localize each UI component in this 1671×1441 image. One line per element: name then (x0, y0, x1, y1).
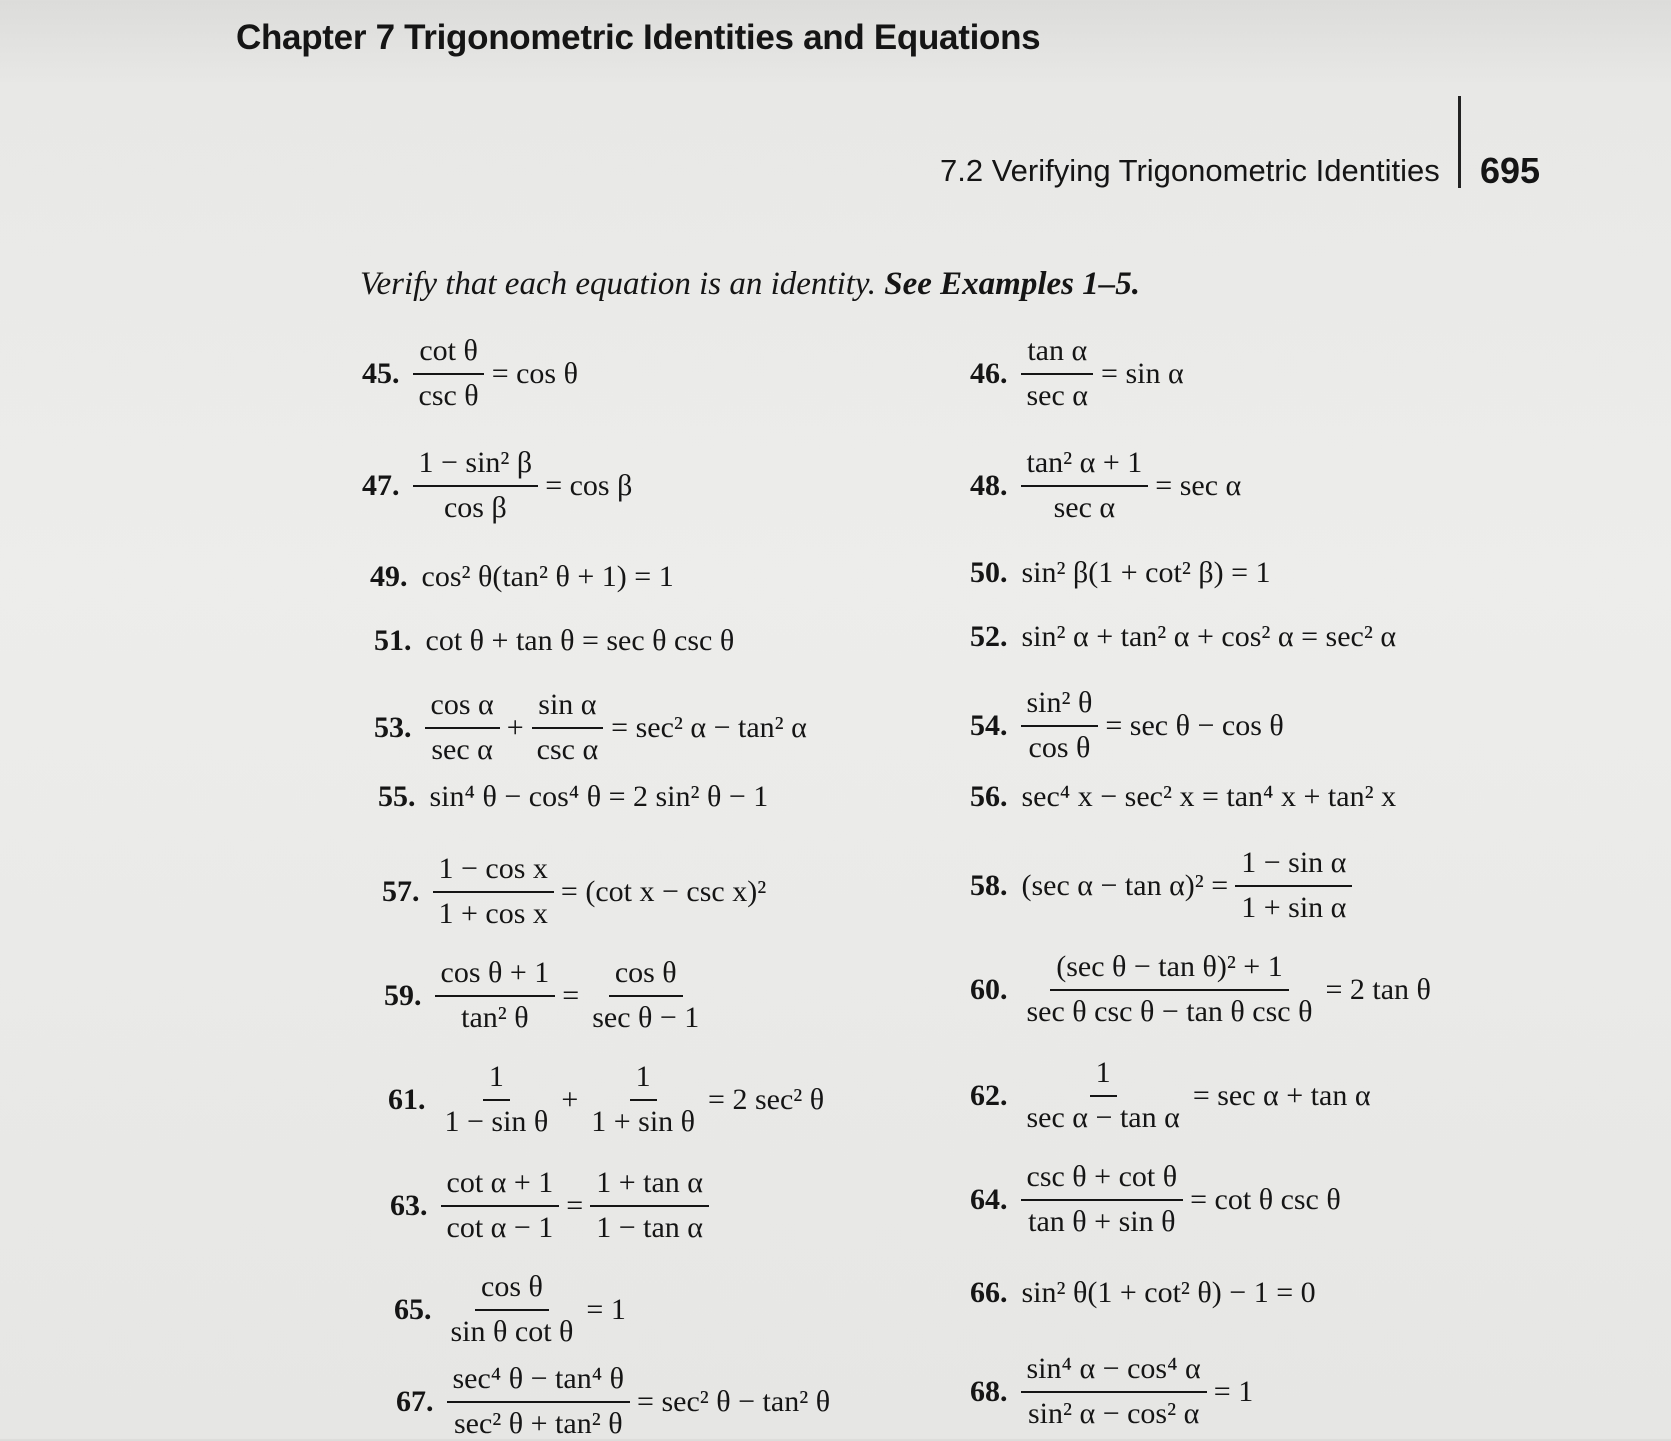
right-side: = 1 (582, 1293, 629, 1327)
numerator: 1 − sin² β (413, 446, 539, 487)
exercise-number: 63. (390, 1189, 428, 1223)
fraction (1021, 1160, 1184, 1239)
numerator: (sec θ − tan θ)² + 1 (1050, 950, 1289, 991)
fraction (425, 688, 500, 767)
exercise-47 (362, 446, 636, 525)
numerator: cos θ + 1 (435, 956, 556, 997)
numerator: 1 (1090, 1056, 1117, 1097)
exercise-number: 58. (970, 869, 1008, 903)
right-side: = 2 tan θ (1321, 973, 1434, 1007)
exercise-number: 55. (378, 780, 416, 814)
exercise-51 (374, 624, 738, 658)
left-side: (sec α − tan α)² = (1018, 869, 1233, 903)
numerator: tan² α + 1 (1021, 446, 1149, 487)
fraction (413, 446, 539, 525)
exercise-number: 59. (384, 979, 422, 1013)
fraction (1021, 1056, 1186, 1135)
fraction (1021, 334, 1095, 413)
exercise-58 (970, 846, 1355, 925)
fraction (433, 852, 554, 931)
exercise-number: 66. (970, 1276, 1008, 1310)
numerator: cos α (425, 688, 500, 729)
numerator: sec⁴ θ − tan⁴ θ (447, 1362, 631, 1403)
exercise-64 (970, 1160, 1345, 1239)
exercise-68 (970, 1352, 1257, 1431)
header-divider (1458, 96, 1461, 188)
exercise-number: 49. (370, 560, 408, 594)
fraction (590, 1166, 709, 1245)
fraction (439, 1060, 555, 1139)
exercise-49 (370, 560, 678, 594)
numerator: cos θ (475, 1270, 549, 1311)
exercise-number: 47. (362, 469, 400, 503)
exercise-53 (374, 688, 811, 767)
fraction (1021, 686, 1099, 765)
numerator: sin α (532, 688, 602, 729)
exercise-56 (970, 780, 1400, 814)
fraction (447, 1362, 631, 1441)
right-side: = sec² α − tan² α (607, 711, 811, 745)
instruction-reference: See Examples 1–5. (884, 266, 1140, 302)
exercise-62 (970, 1056, 1375, 1135)
exercise-number: 45. (362, 357, 400, 391)
operator: = (562, 1189, 587, 1223)
numerator: 1 (630, 1060, 657, 1101)
instruction-text: Verify that each equation is an identity. (360, 266, 884, 302)
instruction (360, 266, 1140, 303)
numerator: sin⁴ α − cos⁴ α (1021, 1352, 1207, 1393)
exercise-52 (970, 620, 1400, 654)
denominator: csc θ (413, 375, 485, 414)
equation: sin² β(1 + cot² β) = 1 (1018, 556, 1275, 590)
denominator: cos θ (1023, 727, 1097, 766)
exercise-55 (378, 780, 772, 814)
denominator: sec α (1048, 487, 1122, 526)
equation: sin⁴ θ − cos⁴ θ = 2 sin² θ − 1 (426, 780, 773, 814)
denominator: tan² θ (455, 997, 535, 1036)
numerator: csc θ + cot θ (1021, 1160, 1184, 1201)
denominator: sin θ cot θ (445, 1311, 580, 1350)
denominator: 1 + sin θ (585, 1101, 701, 1140)
denominator: sec θ csc θ − tan θ csc θ (1021, 991, 1319, 1030)
fraction (586, 956, 705, 1035)
denominator: csc α (531, 729, 605, 768)
denominator: 1 + cos x (433, 893, 554, 932)
exercise-number: 65. (394, 1293, 432, 1327)
right-side: = sin α (1097, 357, 1188, 391)
fraction (1235, 846, 1352, 925)
denominator: sec α − tan α (1021, 1097, 1186, 1136)
fraction (1021, 446, 1149, 525)
equation: sin² θ(1 + cot² θ) − 1 = 0 (1018, 1276, 1320, 1310)
right-side: = 2 sec² θ (704, 1083, 828, 1117)
exercise-60 (970, 950, 1435, 1029)
equation: sec⁴ x − sec² x = tan⁴ x + tan² x (1018, 780, 1401, 814)
exercise-number: 53. (374, 711, 412, 745)
page-number: 695 (1480, 150, 1540, 192)
exercise-number: 67. (396, 1385, 434, 1419)
exercise-number: 68. (970, 1375, 1008, 1409)
exercise-46 (970, 334, 1188, 413)
exercise-number: 61. (388, 1083, 426, 1117)
exercise-59 (384, 956, 708, 1035)
fraction (585, 1060, 701, 1139)
fraction (441, 1166, 560, 1245)
fraction (1021, 950, 1319, 1029)
numerator: 1 (483, 1060, 510, 1101)
fraction (413, 334, 485, 413)
numerator: tan α (1021, 334, 1093, 375)
denominator: cos β (438, 487, 513, 526)
denominator: sin² α − cos² α (1022, 1393, 1205, 1432)
fraction (1021, 1352, 1207, 1431)
exercise-number: 51. (374, 624, 412, 658)
right-side: = (cot x − csc x)² (557, 875, 770, 909)
exercise-number: 54. (970, 709, 1008, 743)
exercise-number: 57. (382, 875, 420, 909)
right-side: = sec θ − cos θ (1101, 709, 1287, 743)
denominator: sec θ − 1 (586, 997, 705, 1036)
exercise-number: 60. (970, 973, 1008, 1007)
denominator: sec² θ + tan² θ (448, 1403, 629, 1441)
exercise-number: 64. (970, 1183, 1008, 1217)
fraction (531, 688, 605, 767)
section-heading: 7.2 Verifying Trigonometric Identities (940, 153, 1440, 189)
exercise-54 (970, 686, 1288, 765)
denominator: sec α (425, 729, 499, 768)
numerator: cot θ (413, 334, 484, 375)
exercise-50 (970, 556, 1275, 590)
exercise-number: 48. (970, 469, 1008, 503)
right-side: = cos θ (488, 357, 582, 391)
right-side: = sec α + tan α (1189, 1079, 1375, 1113)
numerator: 1 − sin α (1235, 846, 1352, 887)
numerator: cot α + 1 (441, 1166, 560, 1207)
operator: + (557, 1083, 582, 1117)
exercise-67 (396, 1362, 834, 1441)
fraction (435, 956, 556, 1035)
right-side: = sec² θ − tan² θ (633, 1385, 834, 1419)
exercise-number: 56. (970, 780, 1008, 814)
right-side: = cos β (541, 469, 636, 503)
exercise-number: 62. (970, 1079, 1008, 1113)
exercise-48 (970, 446, 1245, 525)
denominator: 1 + sin α (1235, 887, 1352, 926)
right-side: = sec α (1151, 469, 1245, 503)
exercise-65 (394, 1270, 630, 1349)
exercise-66 (970, 1276, 1320, 1310)
operator: = (558, 979, 583, 1013)
numerator: 1 − cos x (433, 852, 554, 893)
right-side: = 1 (1210, 1375, 1257, 1409)
denominator: 1 − sin θ (439, 1101, 555, 1140)
numerator: sin² θ (1021, 686, 1099, 727)
equation: cot θ + tan θ = sec θ csc θ (422, 624, 739, 658)
exercise-63 (390, 1166, 712, 1245)
operator: + (503, 711, 528, 745)
denominator: sec α (1021, 375, 1095, 414)
exercise-number: 50. (970, 556, 1008, 590)
right-side: = cot θ csc θ (1186, 1183, 1345, 1217)
exercise-number: 46. (970, 357, 1008, 391)
denominator: cot α − 1 (441, 1207, 560, 1246)
chapter-heading: Chapter 7 Trigonometric Identities and Equations (236, 18, 1040, 58)
exercise-61 (388, 1060, 828, 1139)
fraction (445, 1270, 580, 1349)
exercise-number: 52. (970, 620, 1008, 654)
numerator: cos θ (609, 956, 683, 997)
exercise-45 (362, 334, 582, 413)
numerator: 1 + tan α (590, 1166, 709, 1207)
denominator: tan θ + sin θ (1022, 1201, 1181, 1240)
equation: sin² α + tan² α + cos² α = sec² α (1018, 620, 1401, 654)
equation: cos² θ(tan² θ + 1) = 1 (418, 560, 678, 594)
denominator: 1 − tan α (590, 1207, 709, 1246)
exercise-57 (382, 852, 770, 931)
